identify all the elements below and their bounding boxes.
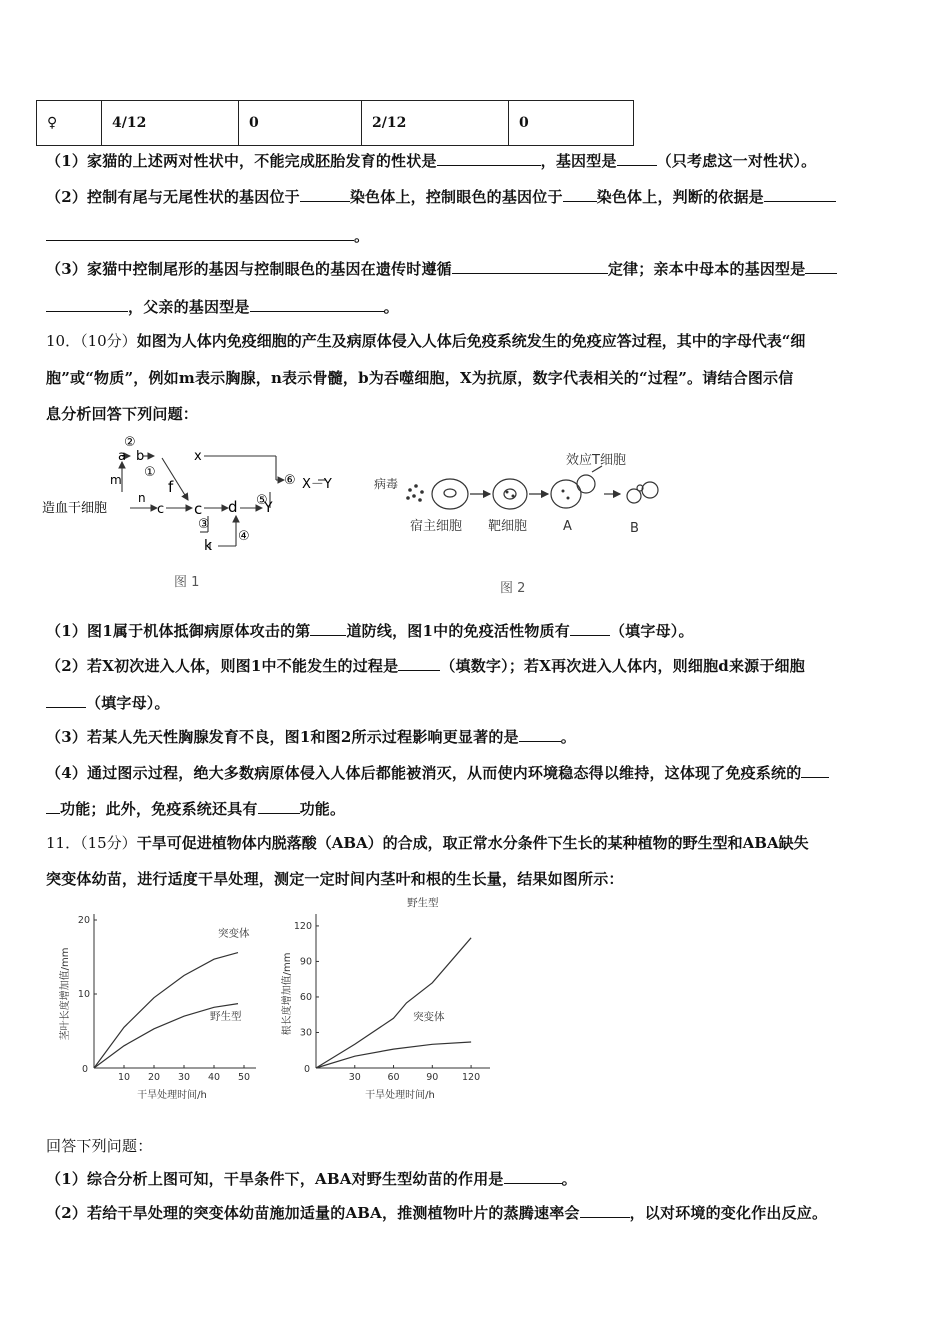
- diagram-label-xy: X－Y: [302, 477, 332, 492]
- diagram-label-n: n: [138, 491, 146, 505]
- target-cell-icon: [493, 479, 527, 509]
- y-tick-label: 90: [299, 956, 312, 968]
- table-row: [37, 101, 634, 146]
- q10-part4: （4）通过图示过程，绝大多数病原体侵入人体后都能被消灭，从而使内环境稳态得以维持，这体现了免疫系统的: [46, 762, 829, 783]
- answer-blank[interactable]: [805, 259, 837, 274]
- diagram-step-5: ⑤: [256, 493, 268, 508]
- answer-blank[interactable]: [504, 1169, 562, 1184]
- origin-label: 0: [81, 1064, 88, 1075]
- q10-part4-cont: 功能；此外，免疫系统还具有 功能。: [46, 798, 345, 819]
- q9-part3: （3）家猫中控制尾形的基因与控制眼色的基因在遗传时遵循 定律；亲本中母本的基因型是: [46, 258, 837, 279]
- diagram-label-x: x: [194, 449, 202, 464]
- diagram-step-2: ②: [124, 435, 136, 450]
- series-label: 野生型: [407, 896, 439, 909]
- x-tick-label: 40: [207, 1072, 221, 1083]
- answer-blank[interactable]: [46, 226, 354, 241]
- diagram-label-f: f: [168, 478, 174, 496]
- y-tick-label: 60: [299, 991, 312, 1003]
- answer-blank[interactable]: [563, 187, 597, 202]
- cell-a-label: A: [563, 519, 572, 534]
- q10-stem-line1: 10．（10分）如图为人体内免疫细胞的产生及病原体侵入人体后免疫系统发生的免疫应答过程，其中的字母代表“细: [46, 332, 806, 350]
- q10-part2: （2）若X初次进入人体，则图1中不能发生的过程是 （填数字）；若X再次进入人体内，则细胞d来源于细胞: [46, 657, 805, 675]
- genotype-table: [36, 100, 634, 146]
- answer-blank[interactable]: [580, 1203, 630, 1218]
- cell-b-label: B: [630, 521, 639, 536]
- answer-blank[interactable]: [310, 621, 346, 636]
- x-axis-label: 干旱处理时间/h: [365, 1090, 435, 1101]
- diagram-label-y: Y: [264, 500, 273, 516]
- series-label: 野生型: [210, 1010, 242, 1023]
- q10-stem-line2: 胞”或“物质”，例如m表示胸腺，n表示骨髓，b为吞噬细胞，X为抗原，数字代表相关的“过程”。请结合图示信: [46, 369, 794, 387]
- answer-blank[interactable]: [764, 187, 836, 202]
- q11-answer-intro: 回答下列问题：: [46, 1137, 153, 1155]
- diagram-label-b: b: [136, 449, 145, 464]
- answer-blank[interactable]: [300, 187, 350, 202]
- x-tick-label: 30: [348, 1072, 361, 1083]
- diagram-step-6: ⑥: [284, 473, 296, 488]
- x-tick-label: 120: [462, 1072, 481, 1083]
- table-cell: 0: [239, 101, 362, 146]
- answer-blank[interactable]: [437, 151, 541, 166]
- answer-blank[interactable]: [258, 799, 300, 814]
- effector-t-cell-label: 效应T细胞: [566, 453, 626, 468]
- answer-blank[interactable]: [617, 151, 657, 166]
- series-label: 突变体: [413, 1010, 445, 1023]
- x-tick-label: 20: [147, 1072, 161, 1083]
- q11-stem-line1: 11．（15分）干旱可促进植物体内脱落酸（ABA）的合成，取正常水分条件下生长的某种植物的野生型和ABA缺失: [46, 834, 809, 852]
- effector-t-cell-icon: [577, 475, 595, 493]
- answer-blank[interactable]: [519, 727, 561, 742]
- figure-1-caption: 图 1: [174, 575, 200, 590]
- target-cell-label: 靶细胞: [488, 519, 528, 534]
- x-tick-label: 90: [426, 1072, 439, 1083]
- figure-1-diagram: [40, 436, 350, 596]
- diagram-label-a: a: [118, 449, 126, 464]
- y-tick-label: 20: [77, 915, 90, 926]
- x-tick-label: 50: [237, 1072, 251, 1083]
- x-tick-label: 30: [177, 1072, 191, 1083]
- chart-root-growth: [282, 896, 502, 1106]
- answer-blank[interactable]: [46, 693, 86, 708]
- table-cell: 2/12: [362, 101, 509, 146]
- q10-part3: （3）若某人先天性胸腺发育不良，图1和图2所示过程影响更显著的是 。: [46, 728, 576, 746]
- answer-blank[interactable]: [801, 763, 829, 778]
- q11-part1: （1）综合分析上图可知，干旱条件下，ABA对野生型幼苗的作用是 。: [46, 1170, 577, 1188]
- answer-blank[interactable]: [452, 259, 608, 274]
- diagram-step-4: ④: [238, 529, 250, 544]
- answer-blank[interactable]: [570, 621, 610, 636]
- x-tick-label: 10: [117, 1072, 131, 1083]
- figure-2-caption: 图 2: [500, 581, 526, 596]
- q10-part1: （1）图1属于机体抵御病原体攻击的第 道防线，图1中的免疫活性物质有 （填字母）。: [46, 622, 694, 640]
- diagram-source-label: 造血干细胞: [42, 501, 108, 516]
- series-line: [316, 1042, 471, 1068]
- q11-part2: （2）若给干旱处理的突变体幼苗施加适量的ABA，推测植物叶片的蒸腾速率会 ，以对环境的变化作出反应。: [46, 1204, 828, 1222]
- diagram-step-3: ③: [198, 517, 210, 532]
- y-tick-label: 30: [299, 1027, 312, 1039]
- y-tick-label: 10: [77, 989, 90, 1000]
- q10-stem-line3: 息分析回答下列问题：: [46, 405, 199, 423]
- diagram-label-k: k: [204, 538, 213, 554]
- y-tick-label: 120: [293, 920, 312, 932]
- q9-part3-cont: ，父亲的基因型是 。: [46, 296, 399, 317]
- y-axis-label: 根长度增加值/mm: [282, 952, 293, 1036]
- q9-part1: （1）家猫的上述两对性状中，不能完成胚胎发育的性状是 ，基因型是 （只考虑这一对性状）。: [46, 152, 817, 170]
- answer-blank[interactable]: [46, 799, 60, 814]
- figure-2-diagram: [370, 446, 680, 596]
- host-cell-label: 宿主细胞: [410, 519, 463, 534]
- diagram-label-c1: c: [157, 502, 165, 517]
- table-cell: 4/12: [102, 101, 239, 146]
- diagram-step-1: ①: [144, 465, 156, 480]
- table-cell: 0: [509, 101, 634, 146]
- virus-particles-icon: [406, 484, 424, 502]
- origin-label: 0: [303, 1064, 310, 1075]
- q9-part2-cont: 。: [46, 225, 369, 246]
- q9-part2: （2）控制有尾与无尾性状的基因位于 染色体上，控制眼色的基因位于 染色体上，判断的依据是: [46, 186, 836, 207]
- series-line: [316, 938, 471, 1068]
- q10-part2-cont: （填字母）。: [46, 692, 170, 713]
- chart-stem-leaf-growth: [48, 906, 270, 1106]
- diagram-label-c2: c: [194, 500, 203, 518]
- x-tick-label: 60: [387, 1072, 400, 1083]
- table-cell: ♀: [37, 101, 102, 146]
- series-label: 突变体: [218, 927, 250, 940]
- q11-stem-line2: 突变体幼苗，进行适度干旱处理，测定一定时间内茎叶和根的生长量，结果如图所示：: [46, 870, 624, 888]
- host-cell-icon: [432, 479, 468, 509]
- x-axis-label: 干旱处理时间/h: [137, 1090, 207, 1101]
- answer-blank[interactable]: [398, 656, 440, 671]
- y-axis-label: 茎叶长度增加值/mm: [60, 947, 71, 1041]
- virus-label: 病毒: [374, 477, 399, 491]
- diagram-label-d: d: [228, 498, 238, 516]
- diagram-label-m: m: [110, 473, 122, 487]
- answer-blank[interactable]: [46, 297, 128, 312]
- answer-blank[interactable]: [250, 297, 384, 312]
